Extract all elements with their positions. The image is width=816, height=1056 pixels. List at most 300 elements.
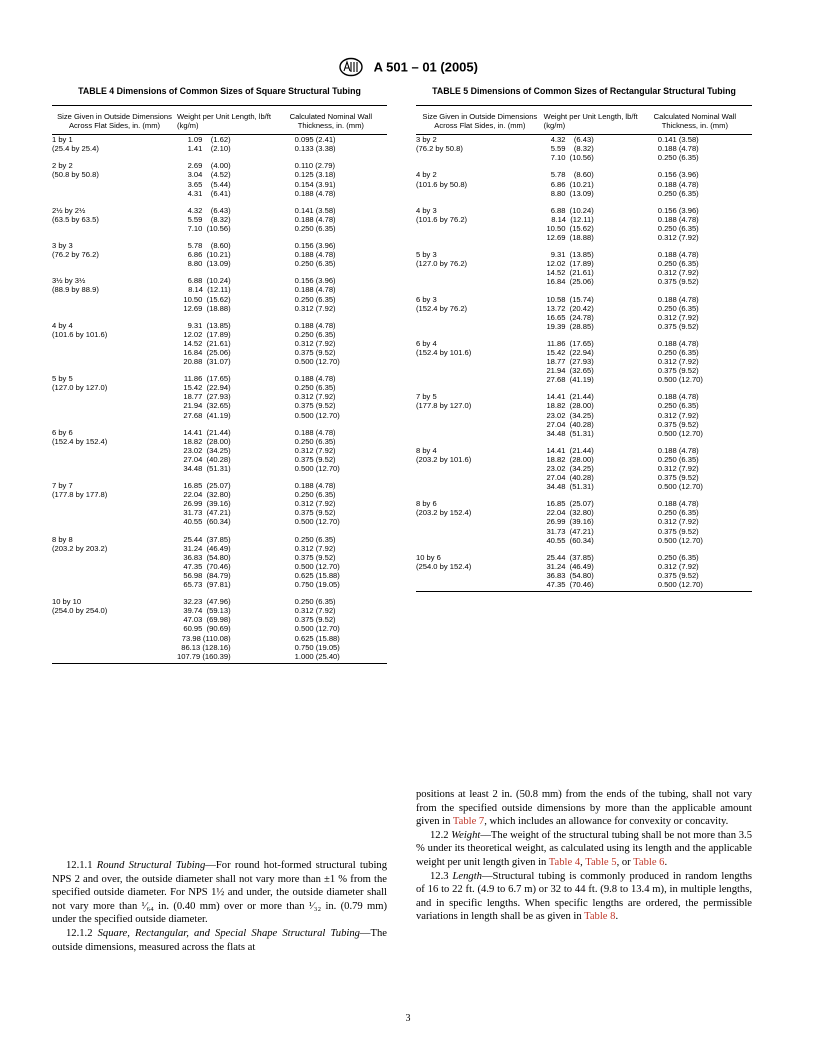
size-cell-line: (203.2 by 152.4) — [416, 508, 472, 518]
weight-cell-line: 107.79 (160.39) — [177, 651, 231, 661]
section-title: Round Structural Tubing — [96, 860, 206, 871]
table-row — [416, 162, 752, 197]
period: . — [664, 856, 668, 868]
paragraph-text: , which includes an allowance for convexity or concavity. — [484, 816, 729, 828]
weight-cell — [544, 384, 638, 437]
wall-thickness-cell-line: 0.500 (12.70) — [294, 357, 340, 367]
wall-thickness-cell-line: 0.110 (2.79) — [294, 161, 336, 171]
table6-link[interactable]: Table 6 — [633, 856, 665, 868]
wall-thickness-cell-line: 0.375 (9.52) — [294, 454, 336, 464]
size-cell — [416, 438, 544, 491]
wall-thickness-cell — [275, 366, 387, 419]
wall-thickness-cell-line: 0.375 (9.52) — [657, 473, 699, 483]
table-row — [52, 420, 387, 473]
table4-link[interactable]: Table 4 — [548, 856, 581, 868]
weight-cell-line: 12.02 (17.89) — [546, 259, 594, 269]
weight-cell — [544, 438, 638, 491]
size-cell-line: 8 by 6 — [416, 499, 437, 509]
weight-cell-line: 5.59 (8.32) — [187, 214, 231, 224]
wall-thickness-cell-line: 0.250 (6.35) — [294, 329, 336, 339]
wall-thickness-cell-line: 0.750 (19.05) — [294, 642, 340, 652]
wall-thickness-cell-line: 0.312 (7.92) — [294, 543, 336, 553]
wall-thickness-cell-line: 0.250 (6.35) — [294, 223, 336, 233]
section-title: Length — [452, 870, 482, 882]
wall-thickness-cell-line: 0.250 (6.35) — [657, 552, 699, 562]
table-row — [52, 135, 387, 154]
table-row — [52, 268, 387, 312]
size-cell — [416, 198, 544, 242]
size-cell-line: (254.0 by 152.4) — [416, 561, 472, 571]
size-cell — [416, 242, 544, 286]
weight-cell-line: 19.39 (28.85) — [546, 321, 594, 331]
weight-cell-line: 18.77 (27.93) — [546, 357, 594, 367]
size-cell-line: 6 by 4 — [416, 338, 437, 348]
weight-cell-line: 21.94 (32.65) — [183, 401, 231, 411]
size-cell-line: (76.2 by 50.8) — [416, 144, 463, 154]
size-cell-line: (101.6 by 76.2) — [416, 214, 468, 224]
weight-cell-line: 8.14 (12.11) — [188, 285, 231, 295]
wall-thickness-cell-line: 0.312 (7.92) — [294, 303, 336, 313]
table-row — [416, 438, 752, 491]
wall-thickness-cell — [638, 438, 752, 491]
size-cell — [416, 331, 544, 384]
size-cell-line: 4 by 4 — [52, 320, 73, 330]
weight-cell-line: 65.73 (97.81) — [183, 580, 231, 590]
table-row — [416, 491, 752, 544]
size-cell-line: 2 by 2 — [52, 161, 73, 171]
wall-thickness-cell-line: 0.375 (9.52) — [657, 366, 699, 376]
document-header — [0, 57, 816, 77]
weight-cell-line: 47.35 (70.46) — [546, 580, 594, 590]
table4-header-wall: Calculated Nominal Wall Thickness, in. (mm) — [275, 106, 387, 135]
wall-thickness-cell — [275, 589, 387, 663]
size-cell — [52, 135, 177, 154]
wall-thickness-cell-line: 0.312 (7.92) — [657, 410, 699, 420]
weight-cell-line: 15.42 (22.94) — [546, 347, 594, 357]
wall-thickness-cell — [638, 331, 752, 384]
weight-cell-line: 18.82 (28.00) — [183, 436, 231, 446]
size-cell — [52, 589, 177, 663]
paragraph-12-1-1 — [52, 859, 387, 927]
weight-cell-line: 16.84 (25.06) — [546, 277, 594, 287]
wall-thickness-cell-line: 0.312 (7.92) — [657, 268, 699, 278]
wall-thickness-cell-line: 0.500 (12.70) — [657, 428, 703, 438]
table5-caption: TABLE 5 Dimensions of Common Sizes of Rectangular Structural Tubing — [432, 86, 736, 96]
weight-cell-line: 13.72 (20.42) — [546, 303, 594, 313]
wall-thickness-cell-line: 0.250 (6.35) — [657, 223, 699, 233]
weight-cell-line: 31.73 (47.21) — [546, 526, 594, 536]
weight-cell-line: 18.82 (28.00) — [546, 401, 594, 411]
wall-thickness-cell-line: 0.625 (15.88) — [294, 570, 340, 580]
wall-thickness-cell-line: 0.375 (9.52) — [294, 615, 336, 625]
weight-cell-line: 8.80 (13.09) — [187, 259, 231, 269]
paragraph-text: —The outside dimensions, measured across the flats at — [52, 927, 387, 953]
weight-cell-line: 47.03 (69.98) — [183, 615, 231, 625]
size-cell-line: 3½ by 3½ — [52, 276, 86, 286]
wall-thickness-cell — [638, 287, 752, 331]
table-row — [52, 473, 387, 526]
wall-thickness-cell-line: 0.188 (4.78) — [657, 499, 699, 509]
size-cell-line: 6 by 3 — [416, 294, 437, 304]
wall-thickness-cell-line: 0.250 (6.35) — [294, 383, 336, 393]
weight-cell-line: 6.88 (10.24) — [187, 276, 231, 286]
wall-thickness-cell-line: 0.188 (4.78) — [294, 188, 336, 198]
size-cell — [52, 233, 177, 268]
size-cell-line: 10 by 6 — [416, 552, 441, 562]
table-row — [52, 366, 387, 419]
weight-cell-line: 25.44 (37.85) — [183, 534, 231, 544]
weight-cell — [544, 162, 638, 197]
wall-thickness-cell-line: 0.500 (12.70) — [294, 561, 340, 571]
table-row — [52, 527, 387, 590]
paragraph-text: —For round hot-formed structural tubing NPS 2 and over, the outside diameter shall not vary more than ±1 % from the specified outside diameter. For NPS 1½ and under, the outside diameter shall not vary more than ¹⁄₆₄ in. (0.40 mm) over or more than ¹⁄₃₂ in. (0.79 mm) under the specified outside diameter. — [52, 860, 388, 926]
size-cell-line: 8 by 4 — [416, 445, 437, 455]
size-cell-line: 10 by 10 — [52, 597, 82, 607]
wall-thickness-cell-line: 0.375 (9.52) — [657, 321, 699, 331]
wall-thickness-cell-line: 0.375 (9.52) — [657, 277, 699, 287]
section-number: 12.2 — [430, 829, 452, 841]
table5 — [416, 105, 752, 592]
size-cell-line: (50.8 by 50.8) — [52, 170, 99, 180]
weight-cell — [544, 491, 638, 544]
weight-cell — [177, 153, 275, 197]
wall-thickness-cell-line: 0.375 (9.52) — [294, 552, 336, 562]
table-row — [52, 233, 387, 268]
weight-cell — [177, 527, 275, 590]
wall-thickness-cell-line: 0.500 (12.70) — [657, 580, 703, 590]
size-cell-line: (152.4 by 101.6) — [416, 347, 472, 357]
size-cell-line: 7 by 5 — [416, 392, 437, 402]
wall-thickness-cell-line: 0.125 (3.18) — [294, 170, 336, 180]
wall-thickness-cell-line: 0.156 (3.96) — [294, 241, 336, 251]
weight-cell — [177, 313, 275, 366]
weight-cell-line: 10.58 (15.74) — [546, 294, 594, 304]
size-cell — [52, 527, 177, 590]
weight-cell-line: 31.73 (47.21) — [183, 508, 231, 518]
section-title: Square, Rectangular, and Special Shape Structural Tubing — [97, 927, 360, 939]
size-cell-line: (203.2 by 203.2) — [52, 543, 108, 553]
wall-thickness-cell-line: 0.500 (12.70) — [294, 624, 340, 634]
table-row — [416, 198, 752, 242]
table8-link[interactable]: Table 8 — [584, 911, 616, 923]
weight-cell-line: 12.02 (17.89) — [183, 329, 231, 339]
weight-cell-line: 16.85 (25.07) — [546, 499, 594, 509]
wall-thickness-cell-line: 0.312 (7.92) — [657, 561, 699, 571]
size-cell-line: (25.4 by 25.4) — [52, 144, 99, 154]
size-cell — [52, 420, 177, 473]
wall-thickness-cell — [638, 384, 752, 437]
table5-header-size: Size Given in Outside Dimensions Across Flat Sides, in. (mm) — [416, 106, 544, 135]
wall-thickness-cell-line: 0.375 (9.52) — [294, 401, 336, 411]
weight-cell — [544, 135, 638, 163]
size-cell — [416, 491, 544, 544]
wall-thickness-cell-line: 0.500 (12.70) — [294, 410, 340, 420]
weight-cell-line: 25.44 (37.85) — [546, 552, 594, 562]
wall-thickness-cell-line: 0.188 (4.78) — [294, 250, 336, 260]
weight-cell-line: 14.52 (21.61) — [183, 338, 231, 348]
size-cell-line: 3 by 2 — [416, 135, 437, 145]
table-row — [416, 242, 752, 286]
wall-thickness-cell — [638, 545, 752, 592]
wall-thickness-cell — [275, 527, 387, 590]
size-cell-line: (101.6 by 50.8) — [416, 179, 468, 189]
wall-thickness-cell — [275, 420, 387, 473]
size-cell-line: (101.6 by 101.6) — [52, 329, 108, 339]
wall-thickness-cell-line: 0.250 (6.35) — [657, 454, 699, 464]
size-cell — [416, 384, 544, 437]
wall-thickness-cell-line: 0.500 (12.70) — [657, 535, 703, 545]
wall-thickness-cell-line: 0.188 (4.78) — [657, 338, 699, 348]
weight-cell-line: 22.04 (32.80) — [183, 490, 231, 500]
weight-cell-line: 86.13 (128.16) — [181, 642, 231, 652]
wall-thickness-cell — [638, 162, 752, 197]
weight-cell-line: 23.02 (34.25) — [546, 410, 594, 420]
size-cell-line: 5 by 3 — [416, 250, 437, 260]
wall-thickness-cell-line: 0.095 (2.41) — [294, 135, 336, 145]
weight-cell — [177, 135, 275, 154]
weight-cell-line: 10.50 (15.62) — [546, 223, 594, 233]
weight-cell-line: 16.84 (25.06) — [183, 347, 231, 357]
size-cell-line: (254.0 by 254.0) — [52, 606, 108, 616]
weight-cell — [544, 331, 638, 384]
weight-cell-line: 14.52 (21.61) — [546, 268, 594, 278]
table-row — [416, 135, 752, 163]
weight-cell-line: 27.68 (41.19) — [183, 410, 231, 420]
period: . — [615, 911, 619, 923]
weight-cell — [177, 420, 275, 473]
weight-cell-line: 7.10 (10.56) — [550, 153, 594, 163]
wall-thickness-cell-line: 0.312 (7.92) — [657, 464, 699, 473]
weight-cell — [177, 473, 275, 526]
table5-header-wall: Calculated Nominal Wall Thickness, in. (mm) — [638, 106, 752, 135]
wall-thickness-cell-line: 0.188 (4.78) — [294, 374, 336, 384]
page-number: 3 — [405, 1013, 411, 1024]
wall-thickness-cell-line: 0.188 (4.78) — [657, 250, 699, 260]
table5-section — [416, 86, 752, 592]
weight-cell-line: 11.86 (17.65) — [183, 374, 231, 384]
weight-cell-line: 23.02 (34.25) — [183, 445, 231, 455]
weight-cell-line: 5.78 (8.60) — [187, 241, 231, 251]
weight-cell-line: 22.04 (32.80) — [546, 508, 594, 518]
weight-cell — [177, 268, 275, 312]
weight-cell-line: 10.50 (15.62) — [183, 294, 231, 304]
wall-thickness-cell-line: 0.250 (6.35) — [294, 490, 336, 500]
wall-thickness-cell-line: 0.250 (6.35) — [657, 303, 699, 313]
wall-thickness-cell — [638, 491, 752, 544]
weight-cell — [177, 366, 275, 419]
size-cell-line: 1 by 1 — [52, 135, 73, 145]
size-cell-line: (177.8 by 177.8) — [52, 490, 108, 500]
separator: , — [580, 856, 586, 868]
weight-cell-line: 12.69 (18.88) — [183, 303, 231, 313]
size-cell — [52, 198, 177, 233]
wall-thickness-cell-line: 0.750 (19.05) — [294, 580, 340, 590]
wall-thickness-cell-line: 1.000 (25.40) — [294, 651, 340, 661]
size-cell-line: 7 by 7 — [52, 481, 73, 491]
wall-thickness-cell-line: 0.250 (6.35) — [657, 347, 699, 357]
weight-cell-line: 16.65 (24.78) — [546, 312, 594, 322]
weight-cell — [177, 589, 275, 663]
table4-body — [52, 135, 387, 664]
wall-thickness-cell-line: 0.625 (15.88) — [294, 633, 340, 643]
wall-thickness-cell-line: 0.312 (7.92) — [657, 517, 699, 527]
weight-cell-line: 3.65 (5.44) — [187, 179, 231, 189]
paragraph-12-2 — [416, 829, 752, 870]
weight-cell-line: 73.98 (110.08) — [181, 633, 231, 643]
wall-thickness-cell-line: 0.188 (4.78) — [657, 294, 699, 304]
wall-thickness-cell-line: 0.250 (6.35) — [657, 153, 699, 163]
paragraph-text: positions at least 2 in. (50.8 mm) from the ends of the tubing, shall not vary from the specified outside dimensions by more than the applicable amount given in — [416, 789, 752, 828]
section-number: 12.3 — [430, 870, 453, 882]
table-row — [416, 331, 752, 384]
paragraph-continued — [416, 788, 752, 829]
size-cell-line: (127.0 by 76.2) — [416, 259, 468, 269]
wall-thickness-cell-line: 0.188 (4.78) — [294, 427, 336, 437]
weight-cell-line: 11.86 (17.65) — [547, 338, 594, 348]
body-text-left — [52, 859, 387, 954]
wall-thickness-cell — [275, 198, 387, 233]
weight-cell-line: 4.32 (6.43) — [550, 135, 594, 145]
weight-cell — [177, 198, 275, 233]
wall-thickness-cell-line: 0.312 (7.92) — [657, 357, 699, 367]
wall-thickness-cell-line: 0.500 (12.70) — [657, 482, 703, 492]
weight-cell-line: 9.31 (13.85) — [550, 250, 594, 260]
weight-cell-line: 23.02 (34.25) — [546, 464, 594, 473]
astm-logo-icon — [338, 57, 364, 77]
table-row — [52, 198, 387, 233]
standard-designation: A 501 – 01 (2005) — [373, 59, 478, 75]
size-cell-line: 4 by 2 — [416, 170, 437, 180]
weight-cell-line: 7.10 (10.56) — [187, 223, 231, 233]
wall-thickness-cell-line: 0.188 (4.78) — [657, 445, 699, 455]
separator: , or — [616, 856, 634, 868]
weight-cell-line: 31.24 (46.49) — [183, 543, 231, 553]
wall-thickness-cell-line: 0.133 (3.38) — [294, 144, 336, 154]
weight-cell — [544, 287, 638, 331]
wall-thickness-cell — [275, 268, 387, 312]
wall-thickness-cell-line: 0.250 (6.35) — [657, 401, 699, 411]
weight-cell-line: 1.09 (1.62) — [187, 135, 231, 145]
size-cell-line: 5 by 5 — [52, 374, 73, 384]
weight-cell-line: 60.95 (90.69) — [183, 624, 231, 634]
table4-caption: TABLE 4 Dimensions of Common Sizes of Square Structural Tubing — [78, 86, 361, 96]
size-cell-line: (152.4 by 152.4) — [52, 436, 108, 446]
weight-cell-line: 8.14 (12.11) — [551, 214, 594, 224]
weight-cell-line: 6.86 (10.21) — [187, 250, 231, 260]
weight-cell-line: 31.24 (46.49) — [546, 561, 594, 571]
wall-thickness-cell — [275, 153, 387, 197]
size-cell-line: 4 by 3 — [416, 205, 437, 215]
wall-thickness-cell — [638, 242, 752, 286]
size-cell-line: (152.4 by 76.2) — [416, 303, 468, 313]
weight-cell-line: 16.85 (25.07) — [183, 481, 231, 491]
wall-thickness-cell-line: 0.375 (9.52) — [657, 419, 699, 429]
weight-cell-line: 15.42 (22.94) — [183, 383, 231, 393]
wall-thickness-cell-line: 0.500 (12.70) — [657, 375, 703, 385]
weight-cell — [544, 545, 638, 592]
body-text-right — [416, 788, 752, 924]
wall-thickness-cell-line: 0.156 (3.96) — [657, 205, 699, 215]
section-number: 12.1.2 — [66, 927, 98, 939]
wall-thickness-cell-line: 0.250 (6.35) — [657, 508, 699, 518]
weight-cell-line: 27.04 (40.28) — [546, 419, 594, 429]
weight-cell-line: 39.74 (59.13) — [183, 606, 231, 616]
weight-cell-line: 47.35 (70.46) — [183, 561, 231, 571]
weight-cell-line: 4.31 (6.41) — [187, 188, 231, 198]
weight-cell-line: 1.41 (2.10) — [187, 144, 231, 154]
weight-cell-line: 9.31 (13.85) — [187, 320, 231, 330]
size-cell-line: 8 by 8 — [52, 534, 73, 544]
size-cell-line: 2½ by 2½ — [52, 205, 86, 215]
size-cell — [416, 287, 544, 331]
weight-cell — [544, 242, 638, 286]
weight-cell-line: 21.94 (32.65) — [546, 366, 594, 376]
wall-thickness-cell-line: 0.141 (3.58) — [294, 205, 336, 215]
size-cell-line: (203.2 by 101.6) — [416, 454, 472, 464]
weight-cell-line: 34.48 (51.31) — [183, 464, 231, 473]
table-row — [52, 589, 387, 663]
wall-thickness-cell-line: 0.375 (9.52) — [294, 508, 336, 518]
weight-cell-line: 8.80 (13.09) — [550, 188, 594, 198]
wall-thickness-cell-line: 0.188 (4.78) — [657, 144, 699, 154]
weight-cell-line: 5.78 (8.60) — [550, 170, 594, 180]
weight-cell-line: 40.55 (60.34) — [183, 517, 231, 527]
weight-cell-line: 20.88 (31.07) — [183, 357, 231, 367]
wall-thickness-cell-line: 0.188 (4.78) — [657, 214, 699, 224]
size-cell — [416, 135, 544, 163]
weight-cell-line: 3.04 (4.52) — [187, 170, 231, 180]
weight-cell-line: 34.48 (51.31) — [546, 482, 594, 492]
wall-thickness-cell-line: 0.188 (4.78) — [294, 285, 336, 295]
wall-thickness-cell-line: 0.154 (3.91) — [294, 179, 336, 189]
size-cell — [52, 313, 177, 366]
wall-thickness-cell-line: 0.312 (7.92) — [294, 445, 336, 455]
wall-thickness-cell-line: 0.250 (6.35) — [657, 259, 699, 269]
wall-thickness-cell-line: 0.312 (7.92) — [294, 606, 336, 616]
weight-cell-line: 26.99 (39.16) — [183, 499, 231, 509]
wall-thickness-cell-line: 0.312 (7.92) — [657, 312, 699, 322]
table5-link[interactable]: Table 5 — [585, 856, 617, 868]
table7-link[interactable]: Table 7 — [452, 816, 485, 828]
table5-body — [416, 135, 752, 592]
wall-thickness-cell-line: 0.312 (7.92) — [294, 338, 336, 348]
weight-cell-line: 14.41 (21.44) — [183, 427, 231, 437]
wall-thickness-cell-line: 0.141 (3.58) — [657, 135, 699, 145]
weight-cell-line: 26.99 (39.16) — [546, 517, 594, 527]
weight-cell-line: 27.04 (40.28) — [546, 473, 594, 483]
paragraph-12-1-2 — [52, 927, 387, 954]
wall-thickness-cell-line: 0.188 (4.78) — [294, 214, 336, 224]
weight-cell-line: 18.82 (28.00) — [546, 454, 594, 464]
weight-cell-line: 40.55 (60.34) — [546, 535, 594, 545]
size-cell-line: (88.9 by 88.9) — [52, 285, 99, 295]
wall-thickness-cell-line: 0.375 (9.52) — [657, 526, 699, 536]
paragraph-text: —Structural tubing is commonly produced in random lengths of 16 to 22 ft. (4.9 to 6.7 m) or 32 to 44 ft. (9.8 to 13.4 m), in multiple lengths, and in specific lengths. When specific lengths are ordered, the permissible variations in length shall be as given in — [416, 870, 753, 923]
paragraph-text: —The weight of the structural tubing shall be not more than 3.5 % under its theoretical weight, as calculated using its length and the applicable weight per unit length given in — [416, 829, 752, 868]
wall-thickness-cell-line: 0.250 (6.35) — [294, 534, 336, 544]
size-cell — [52, 366, 177, 419]
wall-thickness-cell-line: 0.312 (7.92) — [294, 499, 336, 509]
wall-thickness-cell-line: 0.312 (7.92) — [294, 392, 336, 402]
wall-thickness-cell-line: 0.188 (4.78) — [657, 179, 699, 189]
size-cell — [52, 153, 177, 197]
wall-thickness-cell-line: 0.156 (3.96) — [657, 170, 699, 180]
weight-cell-line: 34.48 (51.31) — [546, 428, 594, 438]
wall-thickness-cell — [638, 198, 752, 242]
wall-thickness-cell-line: 0.500 (12.70) — [294, 517, 340, 527]
weight-cell-line: 27.68 (41.19) — [546, 375, 594, 385]
size-cell-line: (177.8 by 127.0) — [416, 401, 472, 411]
